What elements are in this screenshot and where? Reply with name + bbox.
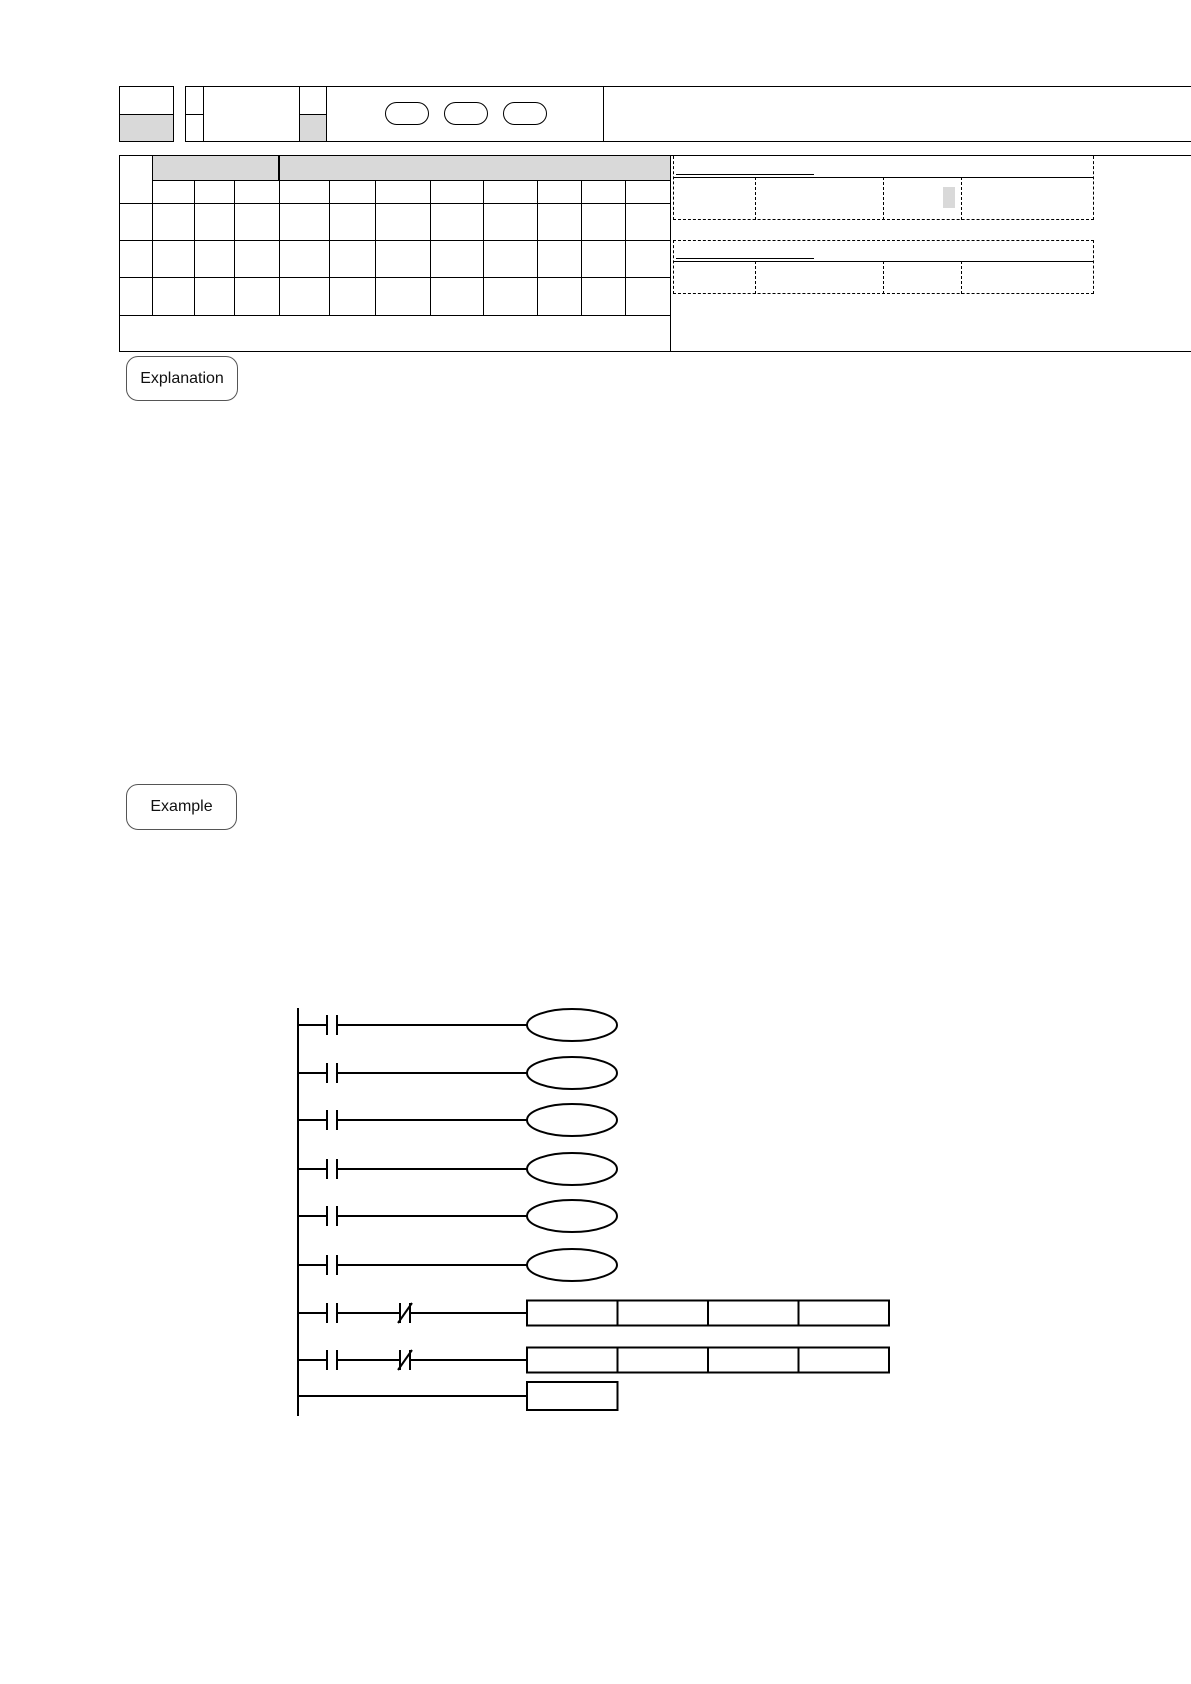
instruction-operand-box — [799, 1348, 890, 1373]
instruction-operand-box — [618, 1301, 709, 1326]
instruction-operand-box — [618, 1348, 709, 1373]
instruction-operand-box — [527, 1301, 618, 1326]
instruction-operand-box — [708, 1348, 799, 1373]
output-coil — [527, 1009, 617, 1041]
instruction-operand-box — [527, 1382, 618, 1410]
instruction-operand-box — [708, 1301, 799, 1326]
instruction-operand-box — [799, 1301, 890, 1326]
output-coil — [527, 1104, 617, 1136]
output-coil — [527, 1153, 617, 1185]
example-tag: Example — [126, 784, 237, 830]
output-coil — [527, 1057, 617, 1089]
output-coil — [527, 1200, 617, 1232]
output-coil — [527, 1249, 617, 1281]
instruction-operand-box — [527, 1348, 618, 1373]
explanation-tag: Explanation — [126, 356, 238, 401]
